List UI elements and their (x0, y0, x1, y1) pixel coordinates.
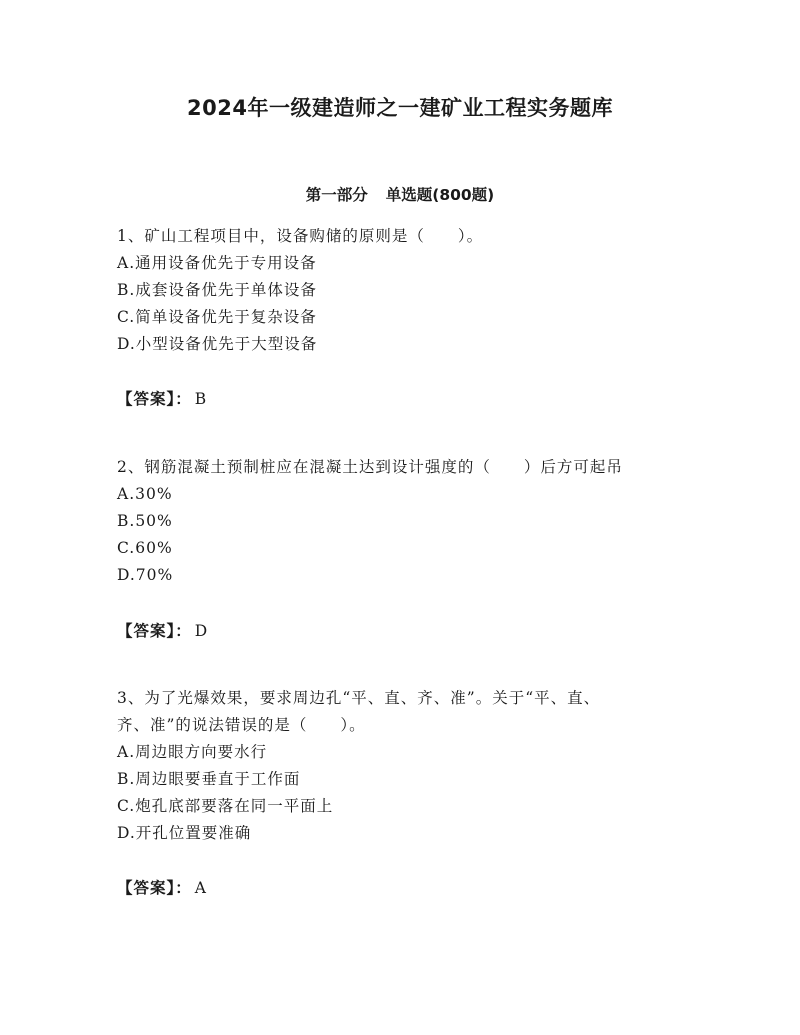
option-b: B.50% (117, 512, 173, 530)
answer-line (117, 388, 206, 410)
answer-value: D (194, 622, 208, 640)
option-d: D.70% (117, 566, 174, 584)
answer-separator: ： (175, 879, 191, 897)
option-a: A.周边眼方向要水行 (117, 743, 268, 761)
option-a: A.30% (117, 485, 173, 503)
answer-line (117, 620, 207, 642)
option-c: C.简单设备优先于复杂设备 (117, 308, 317, 326)
section-heading (0, 183, 800, 207)
option-b: B.成套设备优先于单体设备 (117, 281, 317, 299)
answer-value: B (194, 390, 207, 408)
question-stem-continued: 齐、准”的说法错误的是（ ）。 (117, 716, 366, 734)
answer-label: 【答案】 (117, 879, 176, 897)
answer-label: 【答案】 (117, 622, 176, 640)
question-stem: 1、矿山工程项目中，设备购储的原则是（ ）。 (117, 227, 484, 245)
option-c: C.炮孔底部要落在同一平面上 (117, 797, 334, 815)
answer-line (117, 877, 206, 899)
option-a: A.通用设备优先于专用设备 (117, 254, 317, 272)
page-title: 2024年一级建造师之一建矿业工程实务题库 (187, 96, 613, 120)
answer-label: 【答案】 (117, 390, 176, 408)
section-part: 第一部分 (305, 186, 368, 204)
option-d: D.小型设备优先于大型设备 (117, 335, 318, 353)
option-c: C.60% (117, 539, 173, 557)
option-d: D.开孔位置要准确 (117, 824, 252, 842)
section-name: 单选题(800题) (385, 186, 495, 204)
answer-separator: ： (175, 622, 191, 640)
question-stem: 3、为了光爆效果，要求周边孔“平、直、齐、准”。关于“平、直、 (117, 689, 601, 707)
question-stem: 2、钢筋混凝土预制桩应在混凝土达到设计强度的（ ）后方可起吊 (117, 458, 623, 476)
answer-separator: ： (175, 390, 191, 408)
option-b: B.周边眼要垂直于工作面 (117, 770, 301, 788)
answer-value: A (194, 879, 206, 897)
